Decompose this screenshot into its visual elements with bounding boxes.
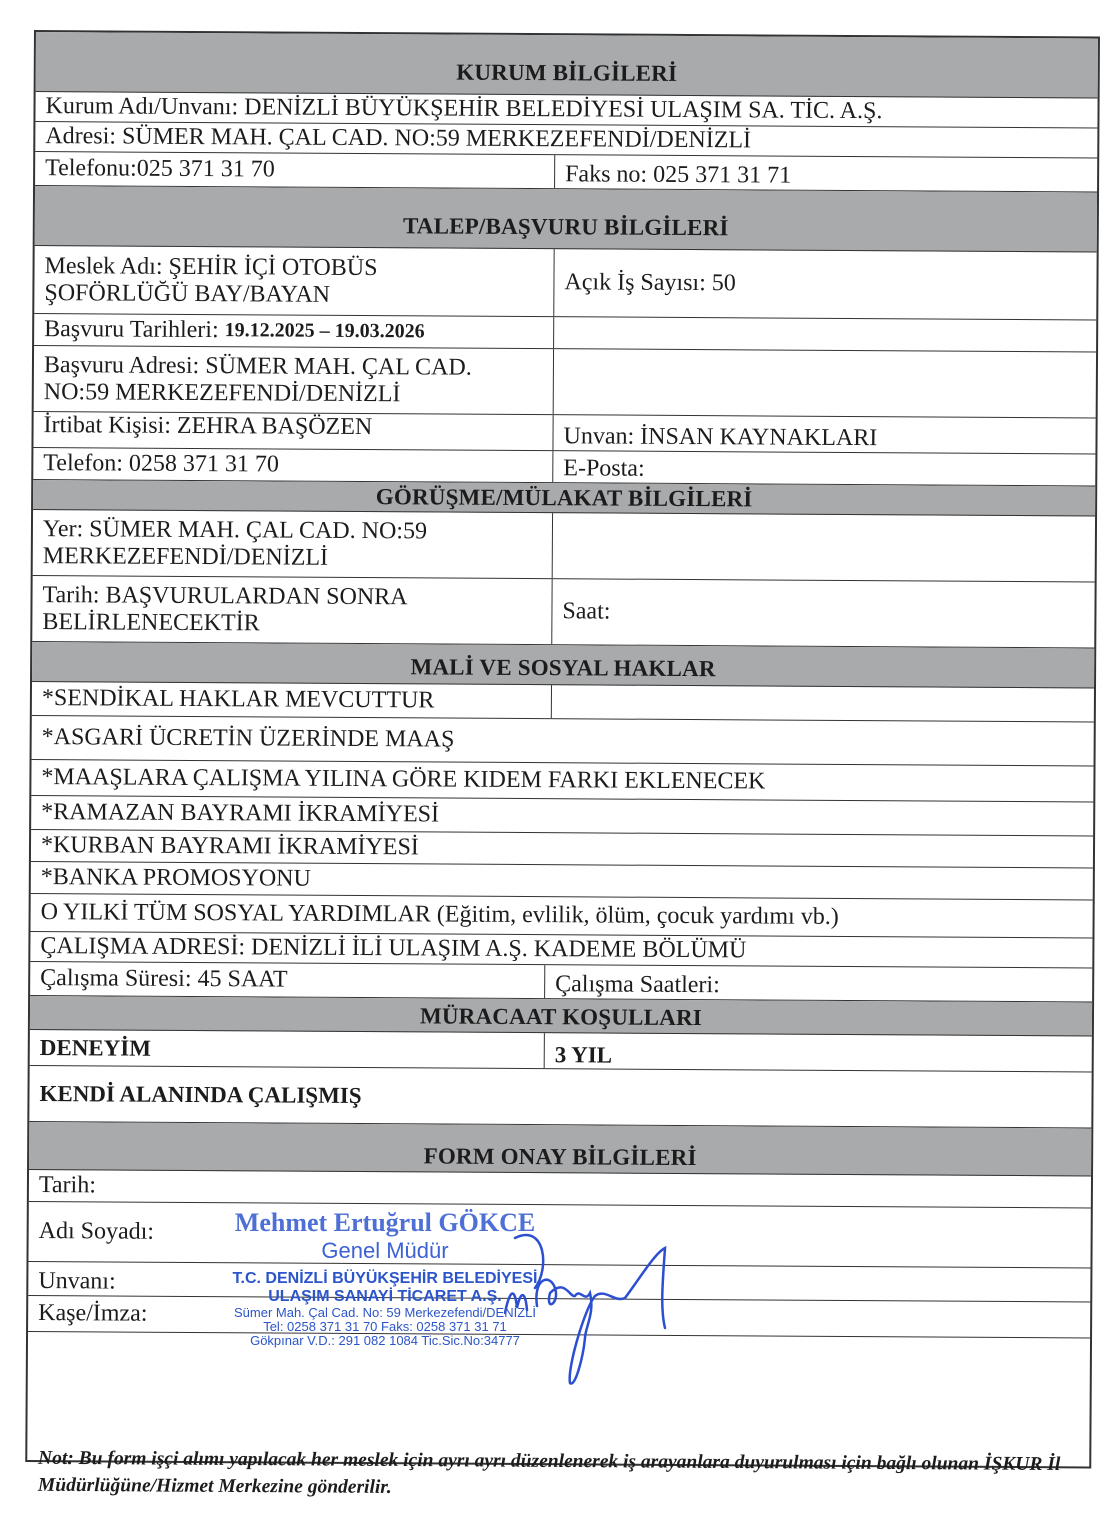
acik-is-sayisi: Açık İş Sayısı: 50 <box>564 269 736 297</box>
talep-eposta: E-Posta: <box>563 455 645 482</box>
section-header-onay <box>29 1122 1091 1176</box>
basvuru-tarihleri: Başvuru Tarihleri: 19.12.2025 – 19.03.2026 <box>34 314 554 348</box>
onay-unvani: Unvanı: <box>38 1268 116 1295</box>
stamp-org: T.C. DENİZLİ BÜYÜKŞEHİR BELEDİYESİ <box>232 1270 538 1287</box>
irtibat-unvan: Unvan: İNSAN KAYNAKLARI <box>563 423 878 452</box>
kosul-row <box>29 1066 1091 1128</box>
section-title: FORM ONAY BİLGİLERİ <box>423 1143 697 1171</box>
empty-cell <box>552 685 1094 721</box>
stamp-org: ULAŞIM SANAYİ TİCARET A.Ş. <box>268 1288 502 1305</box>
mali-item: *ASGARİ ÜCRETİN ÜZERİNDE MAAŞ <box>41 724 455 753</box>
mali-item: *KURBAN BAYRAMI İKRAMİYESİ <box>40 832 419 861</box>
calisma-suresi: Çalışma Süresi: 45 SAAT <box>30 962 545 998</box>
basvuru-tarih-araligi: 19.12.2025 – 19.03.2026 <box>224 319 425 343</box>
section-header-kurum <box>36 32 1098 98</box>
kurum-adi: Kurum Adı/Unvanı: DENİZLİ BÜYÜKŞEHİR BELEDİYESİ ULAŞIM SA. TİC. A.Ş. <box>45 93 883 125</box>
irtibat-kisisi: İrtibat Kişisi: ZEHRA BAŞÖZEN <box>33 412 553 450</box>
gorusme-tarih-row <box>32 576 1094 648</box>
mali-item: *BANKA PROMOSYONU <box>40 864 311 892</box>
section-title: MÜRACAAT KOŞULLARI <box>419 1003 703 1031</box>
basvuru-adresi: Başvuru Adresi: SÜMER MAH. ÇAL CAD. NO:59 MERKEZEFENDİ/DENİZLİ <box>34 346 554 414</box>
stamp-address: Tel: 0258 371 31 70 Faks: 0258 371 31 71 <box>263 1319 507 1334</box>
gorusme-yeri: Yer: SÜMER MAH. ÇAL CAD. NO:59 MERKEZEFENDİ/DENİZLİ <box>33 510 553 578</box>
deneyim-value: 3 YIL <box>554 1042 613 1068</box>
section-title: TALEP/BAŞVURU BİLGİLERİ <box>402 213 729 241</box>
mali-item-row <box>32 716 1094 766</box>
talep-telefon: Telefon: 0258 371 31 70 <box>33 448 553 482</box>
mali-item: *SENDİKAL HAKLAR MEVCUTTUR <box>32 682 552 718</box>
meslek-row <box>34 246 1096 320</box>
kurum-adres: Adresi: SÜMER MAH. ÇAL CAD. NO:59 MERKEZEFENDİ/DENİZLİ <box>45 123 752 154</box>
section-header-talep <box>35 186 1097 252</box>
signature-icon <box>475 1218 685 1398</box>
gorusme-tarihi: Tarih: BAŞVURULARDAN SONRA BELİRLENECEKTİR <box>32 576 552 644</box>
calisma-adresi: ÇALIŞMA ADRESİ: DENİZLİ İLİ ULAŞIM A.Ş. KADEME BÖLÜMÜ <box>40 933 747 964</box>
empty-cell <box>554 317 1096 351</box>
onay-tarih: Tarih: <box>38 1172 96 1199</box>
mali-item: *MAAŞLARA ÇALIŞMA YILINA GÖRE KIDEM FARKI EKLENECEK <box>41 764 766 795</box>
kurum-faks: Faks no: 025 371 31 71 <box>565 161 792 189</box>
section-title: GÖRÜŞME/MÜLAKAT BİLGİLERİ <box>375 484 753 512</box>
kurum-telefon: Telefonu:025 371 31 70 <box>35 152 555 188</box>
stamp-address: Gökpınar V.D.: 291 082 1084 Tic.Sic.No:34777 <box>250 1333 520 1348</box>
meslek-adi: Meslek Adı: ŞEHİR İÇİ OTOBÜS ŞOFÖRLÜĞÜ BAY/BAYAN <box>34 246 554 316</box>
form-note: Not: Bu form işçi alımı yapılacak her meslek için ayrı ayrı düzenlenerek iş arayanlara duyurulması için bağlı olunan İŞKUR İl Müdürlüğüne/Hizmet Merkezine gönderilir. <box>37 1447 1061 1498</box>
section-header-mali <box>32 642 1094 688</box>
mali-item-row <box>30 894 1092 938</box>
empty-cell <box>553 513 1095 581</box>
stamp-address: Sümer Mah. Çal Cad. No: 59 Merkezefendi/DENİZLİ <box>233 1305 536 1320</box>
stamp-title: Genel Müdür <box>321 1238 449 1263</box>
onay-adi-soyadi: Adı Soyadı: <box>38 1218 155 1245</box>
stamp-name: Mehmet Ertuğrul GÖKCE <box>234 1208 536 1237</box>
basvuru-adres-row <box>34 346 1096 418</box>
section-title: MALİ VE SOSYAL HAKLAR <box>410 654 716 682</box>
mali-item: *RAMAZAN BAYRAMI İKRAMİYESİ <box>41 799 440 828</box>
muracaat-kosulu: KENDİ ALANINDA ÇALIŞMIŞ <box>39 1081 362 1109</box>
calisma-saatleri: Çalışma Saatleri: <box>555 971 720 999</box>
gorusme-saat: Saat: <box>562 598 611 625</box>
deneyim-label: DENEYİM <box>30 1030 545 1068</box>
yer-row <box>33 510 1095 582</box>
empty-cell <box>554 349 1096 417</box>
onay-kase-imza: Kaşe/İmza: <box>38 1300 148 1327</box>
mali-item: O YILKİ TÜM SOSYAL YARDIMLAR (Eğitim, evlilik, ölüm, çocuk yardımı vb.) <box>40 899 839 930</box>
section-title: KURUM BİLGİLERİ <box>456 59 678 86</box>
